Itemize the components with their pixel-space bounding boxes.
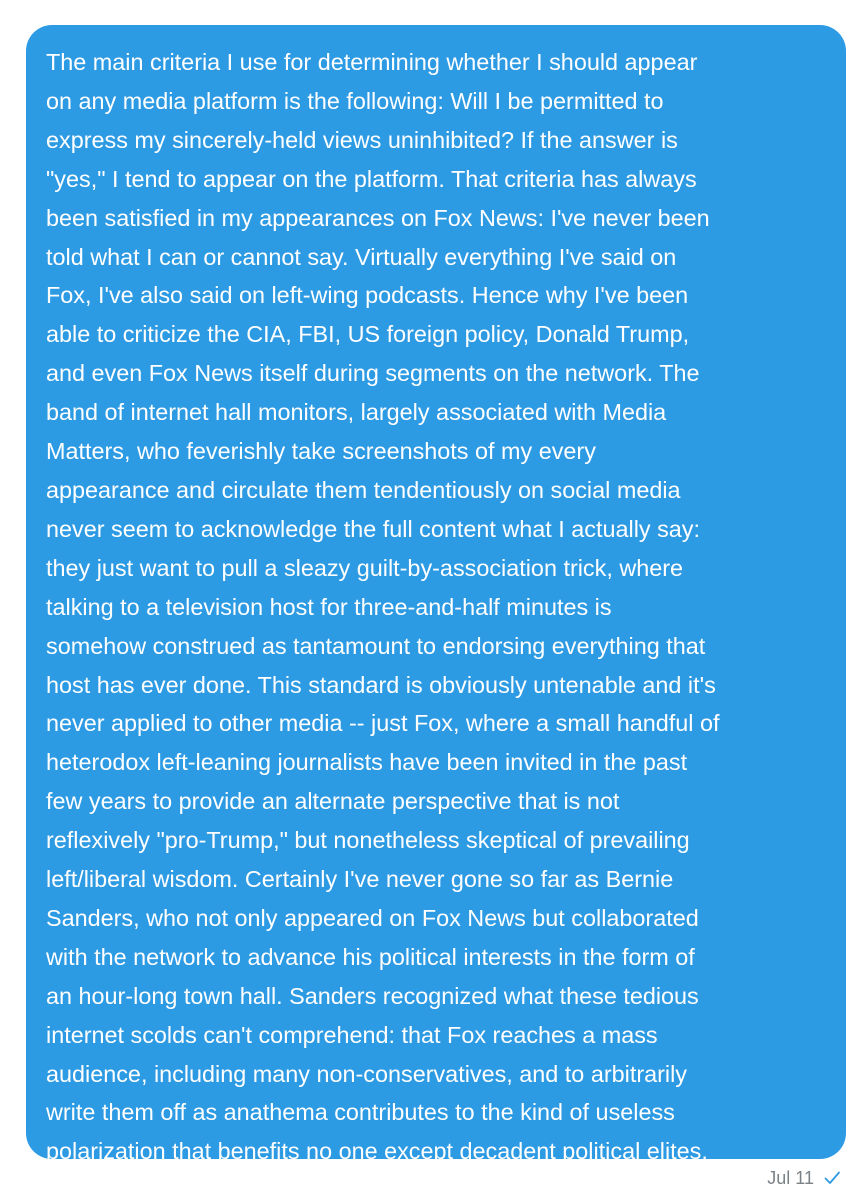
- message-line: and even Fox News itself during segments on the network. The: [46, 360, 700, 387]
- message-line: never seem to acknowledge the full content what I actually say:: [46, 515, 701, 542]
- message-line: The main criteria I use for determining whether I should appear: [46, 49, 698, 75]
- message-meta: [767, 1165, 841, 1191]
- message-line: write them off as anathema contributes to the kind of useless: [46, 1099, 675, 1126]
- message-line: band of internet hall monitors, largely associated with Media: [46, 399, 667, 426]
- message-line: Sanders, who not only appeared on Fox News but collaborated: [46, 904, 699, 931]
- message-line: on any media platform is the following: Will I be permitted to: [46, 87, 664, 114]
- message-line: been satisfied in my appearances on Fox News: I've never been: [46, 204, 710, 231]
- message-line: told what I can or cannot say. Virtually everything I've said on: [46, 243, 677, 270]
- message-line: an hour-long town hall. Sanders recognized what these tedious: [46, 982, 699, 1009]
- message-line: few years to provide an alternate perspective that is not: [46, 788, 620, 815]
- message-line: internet scolds can't comprehend: that Fox reaches a mass: [46, 1021, 658, 1048]
- message-date: Jul 11: [767, 1167, 814, 1188]
- message-line: left/liberal wisdom. Certainly I've never gone so far as Bernie: [46, 866, 674, 893]
- message-line: Matters, who feverishly take screenshots of my every: [46, 438, 596, 465]
- message-line: express my sincerely-held views uninhibited? If the answer is: [46, 126, 678, 153]
- message-line: heterodox left-leaning journalists have been invited in the past: [46, 749, 688, 776]
- message-line: reflexively "pro-Trump," but nonetheless skeptical of prevailing: [46, 827, 690, 854]
- message-line: somehow construed as tantamount to endorsing everything that: [46, 632, 706, 659]
- message-line: host has ever done. This standard is obviously untenable and it's: [46, 671, 716, 698]
- message-line: appearance and circulate them tendentiously on social media: [46, 476, 681, 503]
- message-line: with the network to advance his political interests in the form of: [46, 943, 695, 970]
- message-line: audience, including many non-conservatives, and to arbitrarily: [46, 1060, 687, 1087]
- message-line: able to criticize the CIA, FBI, US foreign policy, Donald Trump,: [46, 321, 690, 348]
- message-line: Fox, I've also said on left-wing podcasts. Hence why I've been: [46, 282, 689, 309]
- message-line: they just want to pull a sleazy guilt-by-association trick, where: [46, 554, 684, 581]
- message-line: never applied to other media -- just Fox, where a small handful of: [46, 710, 720, 737]
- message-bubble: [26, 25, 846, 1165]
- message-line: polarization that benefits no one except decadent political elites.: [46, 1138, 708, 1165]
- message-line: talking to a television host for three-and-half minutes is: [46, 593, 612, 620]
- message-line: "yes," I tend to appear on the platform. That criteria has always: [46, 165, 697, 192]
- checkmark-icon: [823, 1169, 841, 1187]
